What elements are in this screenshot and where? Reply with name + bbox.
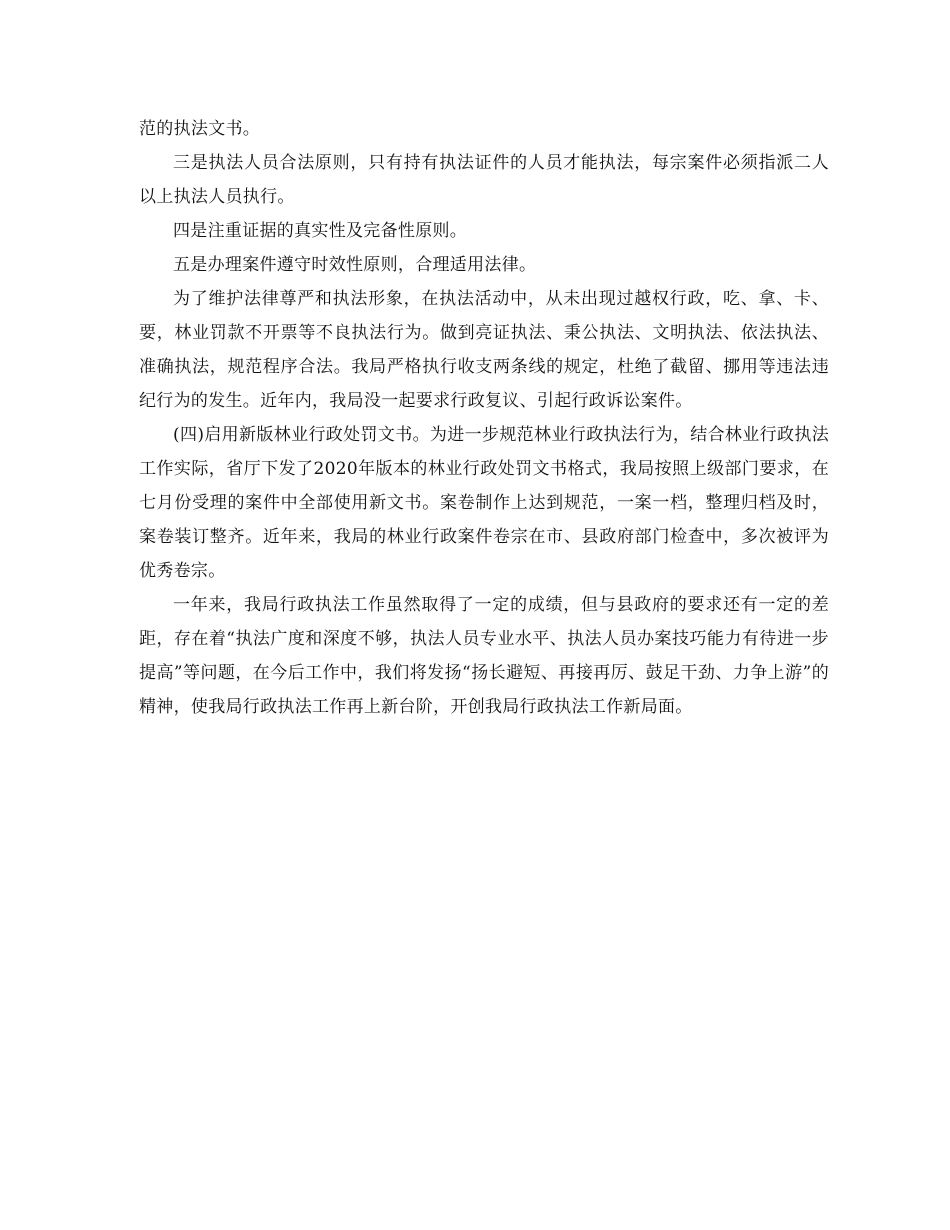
paragraph-principle-five: 五是办理案件遵守时效性原则，合理适用法律。	[173, 255, 537, 275]
paragraph-principle-four: 四是注重证据的真实性及完备性原则。	[173, 221, 468, 241]
paragraph-law-enforcement-image: 为了维护法律尊严和执法形象，在执法活动中，从未出现过越权行政，吃、拿、卡、要，林业罚款不开票等不良执法行为。做到亮证执法、秉公执法、文明执法、依法执法、准确执法，规范程序合法。我局严格执行收支两条线的规定，杜绝了截留、挪用等违法违纪行为的发生。近年内，我局没一起要求行政复议、引起行政诉讼案件。	[139, 289, 829, 411]
document-body	[139, 112, 829, 724]
paragraph-continuation: 范的执法文书。	[139, 119, 261, 139]
paragraph-principle-three: 三是执法人员合法原则，只有持有执法证件的人员才能执法，每宗案件必须指派二人以上执法人员执行。	[139, 153, 829, 207]
paragraph-new-documents: (四)启用新版林业行政处罚文书。为进一步规范林业行政执法行为，结合林业行政执法工作实际，省厅下发了2020年版本的林业行政处罚文书格式，我局按照上级部门要求，在七月份受理的案件中全部使用新文书。案卷制作上达到规范，一案一档，整理归档及时，案卷装订整齐。近年来，我局的林业行政案件卷宗在市、县政府部门检查中，多次被评为优秀卷宗。	[139, 425, 829, 581]
paragraph-summary: 一年来，我局行政执法工作虽然取得了一定的成绩，但与县政府的要求还有一定的差距，存在着“执法广度和深度不够，执法人员专业水平、执法人员办案技巧能力有待进一步提高”等问题，在今后工作中，我们将发扬“扬长避短、再接再厉、鼓足干劲、力争上游”的精神，使我局行政执法工作再上新台阶，开创我局行政执法工作新局面。	[139, 595, 829, 717]
